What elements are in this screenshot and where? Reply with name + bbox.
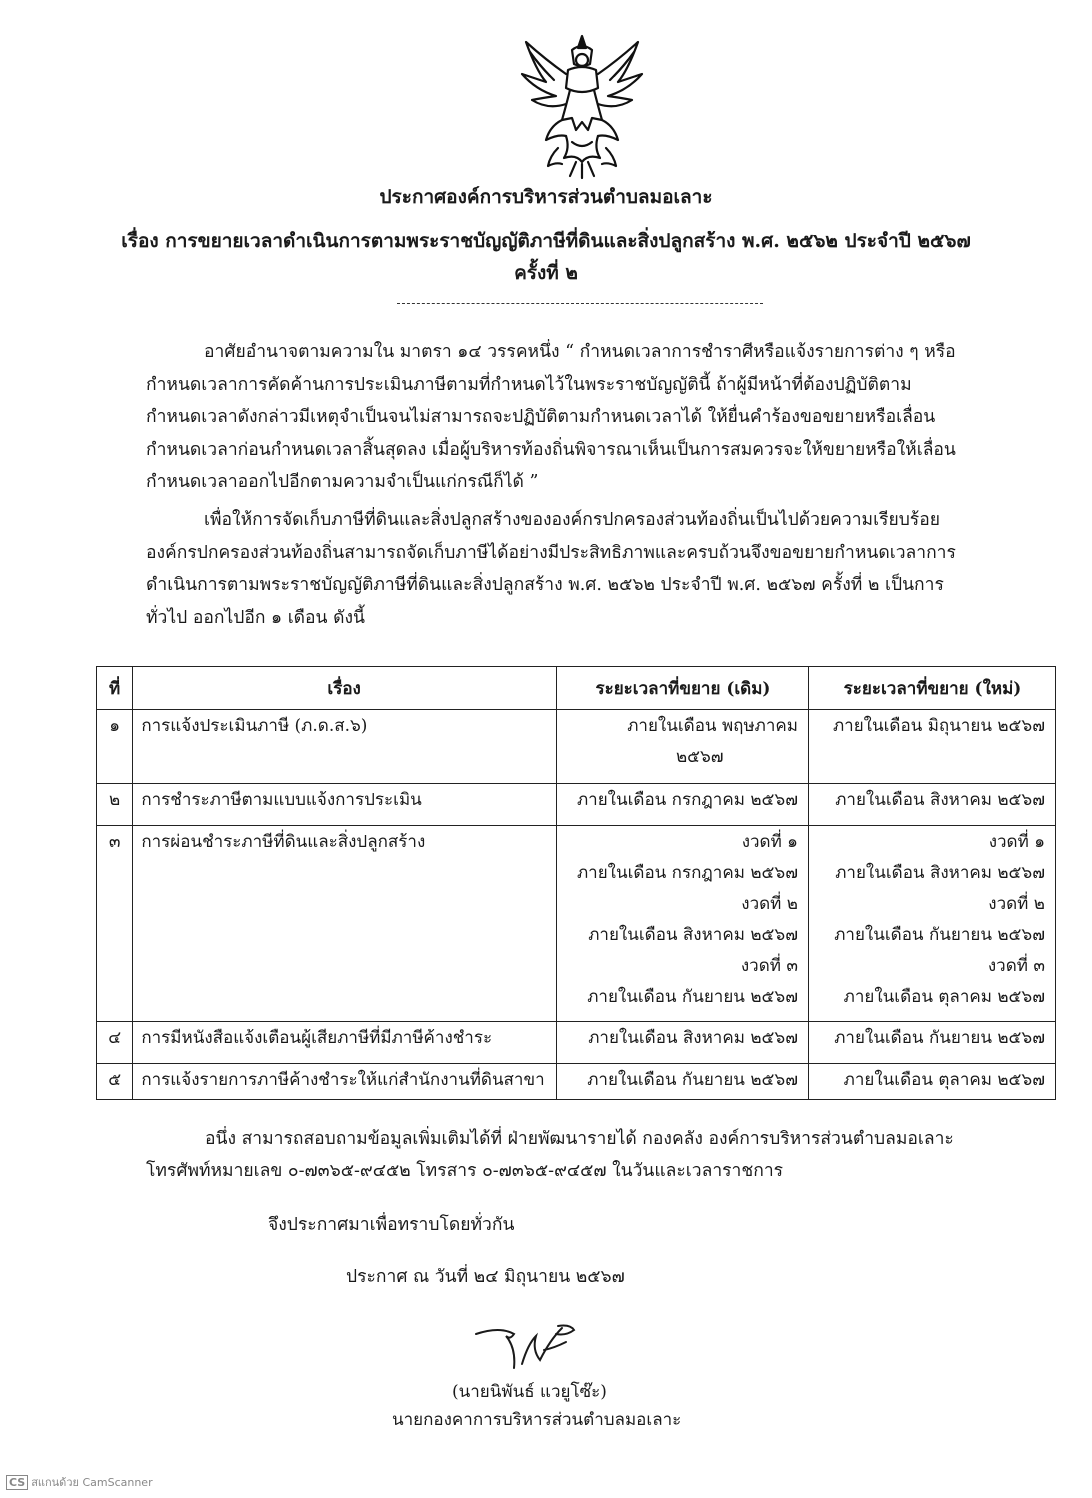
row-no: ๒ (109, 790, 121, 810)
paragraph-line: ทั่วไป ออกไปอีก ๑ เดือน ดังนี้ (146, 607, 365, 628)
row-new-period: ภายในเดือน มิถุนายน ๒๕๖๗ (832, 716, 1045, 736)
camscanner-text: สแกนด้วย CamScanner (31, 1476, 153, 1489)
row-new-period: ภายในเดือน สิงหาคม ๒๕๖๗ (835, 790, 1045, 810)
row-subject: การแจ้งประเมินภาษี (ภ.ด.ส.๖) (141, 716, 368, 736)
camscanner-badge: CS (6, 1475, 28, 1490)
table-row (97, 1022, 1056, 1064)
camscanner-watermark (6, 1473, 153, 1491)
contact-note: อนึ่ง สามารถสอบถามข้อมูลเพิ่มเติมได้ที่ ฝ่ายพัฒนารายได้ กองคลัง องค์การบริหารส่วนตำบลมอเลาะ (205, 1129, 954, 1149)
row-old-period: ภายในเดือน กันยายน ๒๕๖๗ (587, 987, 798, 1007)
installment-label: งวดที่ ๓ (740, 956, 798, 976)
announcement-closing: จึงประกาศมาเพื่อทราบโดยทั่วกัน (268, 1215, 515, 1235)
installment-label: งวดที่ ๑ (988, 832, 1045, 852)
subject-line: เรื่อง การขยายเวลาดำเนินการตามพระราชบัญญัติภาษีที่ดินและสิ่งปลูกสร้าง พ.ศ. ๒๕๖๒ ประจำปี ๒๕๖๗ (121, 230, 971, 252)
signer-name: (นายนิพันธ์ แวยูโซ๊ะ) (452, 1382, 607, 1402)
installment-label: งวดที่ ๓ (987, 956, 1045, 976)
header-subject: เรื่อง (133, 667, 557, 710)
row-new-period: ภายในเดือน ตุลาคม ๒๕๖๗ (843, 1070, 1045, 1090)
installment-label: งวดที่ ๒ (741, 894, 798, 914)
paragraph-line: ดำเนินการตามพระราชบัญญัติภาษีที่ดินและสิ่งปลูกสร้าง พ.ศ. ๒๕๖๒ ประจำปี พ.ศ. ๒๕๖๗ ครั้งที่ ๒ เป็นการ (146, 575, 944, 595)
paragraph-purpose (146, 504, 1012, 634)
signature-icon (470, 1320, 580, 1372)
issuer-title: ประกาศองค์การบริหารส่วนตำบลมอเลาะ (379, 186, 713, 208)
installment-label: งวดที่ ๑ (741, 832, 798, 852)
row-subject: การผ่อนชำระภาษีที่ดินและสิ่งปลูกสร้าง (141, 832, 426, 852)
table-header-row (97, 667, 1056, 710)
row-old-period: ๒๕๖๗ (675, 747, 724, 767)
header-old-period: ระยะเวลาที่ขยาย (เดิม) (556, 667, 808, 710)
table-row (97, 826, 1056, 1022)
row-new-period: ภายในเดือน สิงหาคม ๒๕๖๗ (835, 863, 1045, 883)
row-old-period: ภายในเดือน สิงหาคม ๒๕๖๗ (588, 925, 798, 945)
paragraph-line: กำหนดเวลาก่อนกำหนดเวลาสิ้นสุดลง เมื่อผู้บริหารท้องถิ่นพิจารณาเห็นเป็นการสมควรจะให้ขยายหรือให้เลื่อน (146, 439, 956, 460)
row-old-period: ภายในเดือน กรกฎาคม ๒๕๖๗ (576, 790, 798, 810)
paragraph-line: องค์กรปกครองส่วนท้องถิ่นสามารถจัดเก็บภาษีได้อย่างมีประสิทธิภาพและครบถ้วนจึงขอขยายกำหนดเวลาการ (146, 542, 956, 563)
paragraph-line: เพื่อให้การจัดเก็บภาษีที่ดินและสิ่งปลูกสร้างขององค์กรปกครองส่วนท้องถิ่นเป็นไปด้วยความเรียบร้อย (204, 510, 940, 530)
paragraph-line: กำหนดเวลาดังกล่าวมีเหตุจำเป็นจนไม่สามารถจะปฏิบัติตามกำหนดเวลาได้ ให้ยื่นคำร้องขอขยายหรือเลื่อน (146, 407, 936, 427)
paragraph-line: กำหนดเวลาการคัดค้านการประเมินภาษีตามที่กำหนดไว้ในพระราชบัญญัตินี้ ถ้าผู้มีหน้าที่ต้องปฏิบัติตาม (146, 374, 912, 395)
header-no: ที่ (97, 667, 133, 710)
divider (397, 303, 763, 304)
table-row (97, 710, 1056, 784)
installment-label: งวดที่ ๒ (988, 894, 1045, 914)
row-no: ๓ (108, 832, 121, 852)
row-old-period: ภายในเดือน สิงหาคม ๒๕๖๗ (588, 1028, 798, 1048)
schedule-table (96, 666, 1056, 1100)
row-no: ๔ (108, 1028, 122, 1048)
row-no: ๑ (109, 716, 121, 736)
row-no: ๕ (108, 1070, 122, 1090)
header-new-period: ระยะเวลาที่ขยาย (ใหม่) (808, 667, 1055, 710)
row-old-period: ภายในเดือน พฤษภาคม (627, 716, 798, 736)
garuda-emblem-icon (506, 30, 658, 180)
row-subject: การแจ้งรายการภาษีค้างชำระให้แก่สำนักงานที่ดินสาขา (141, 1070, 545, 1090)
row-old-period: ภายในเดือน กรกฎาคม ๒๕๖๗ (576, 863, 798, 883)
paragraph-legal-basis (146, 336, 1012, 499)
signer-position: นายกองคาการบริหารส่วนตำบลมอเลาะ (392, 1410, 682, 1430)
row-subject: การชำระภาษีตามแบบแจ้งการประเมิน (141, 790, 422, 810)
announcement-date: ประกาศ ณ วันที่ ๒๔ มิถุนายน ๒๕๖๗ (346, 1267, 625, 1287)
paragraph-line: อาศัยอำนาจตามความใน มาตรา ๑๔ วรรคหนึ่ง “ กำหนดเวลาการชำราศีหรือแจ้งรายการต่าง ๆ หรือ (204, 342, 956, 362)
table-row (97, 1064, 1056, 1100)
row-new-period: ภายในเดือน ตุลาคม ๒๕๖๗ (843, 987, 1045, 1007)
row-new-period: ภายในเดือน กันยายน ๒๕๖๗ (834, 1028, 1045, 1048)
contact-phone: โทรศัพท์หมายเลข ๐-๗๓๖๕-๙๔๕๒ โทรสาร ๐-๗๓๖๕-๙๔๕๗ ในวันและเวลาราชการ (146, 1161, 784, 1181)
row-new-period: ภายในเดือน กันยายน ๒๕๖๗ (834, 925, 1045, 945)
row-old-period: ภายในเดือน กันยายน ๒๕๖๗ (587, 1070, 798, 1090)
row-subject: การมีหนังสือแจ้งเตือนผู้เสียภาษีที่มีภาษีค้างชำระ (141, 1028, 493, 1048)
subject-line-2: ครั้งที่ ๒ (514, 262, 578, 284)
paragraph-line: กำหนดเวลาออกไปอีกตามความจำเป็นแก่กรณีก็ได้ ” (146, 472, 539, 492)
table-row (97, 784, 1056, 826)
